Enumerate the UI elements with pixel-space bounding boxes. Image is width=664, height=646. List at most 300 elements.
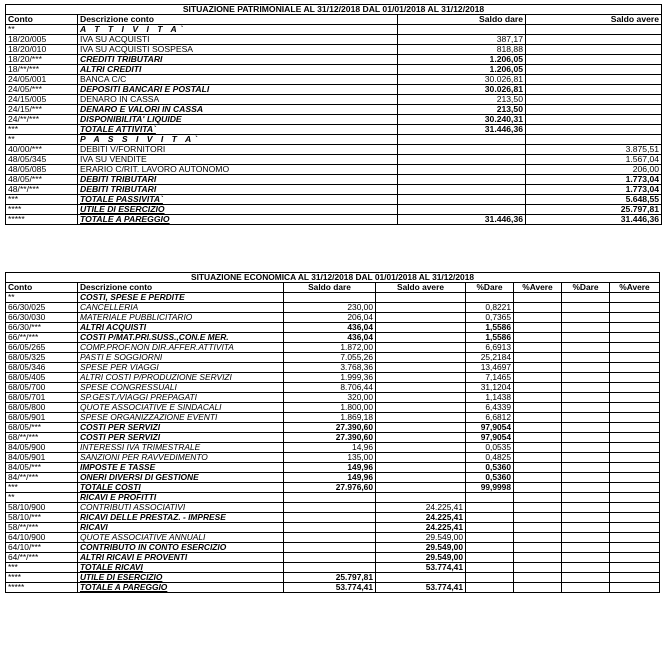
- saldo-avere-cell: 53.774,41: [376, 563, 466, 573]
- descrizione-cell: PASTI E SOGGIORNI: [78, 353, 284, 363]
- conto-cell: **: [6, 135, 78, 145]
- pct-dare-cell: 0,7365: [466, 313, 514, 323]
- table-row: [6, 343, 660, 353]
- saldo-avere-cell: 24.225,41: [376, 503, 466, 513]
- saldo-dare-cell: 1.206,05: [398, 65, 526, 75]
- pct-dare-cell: 97,9054: [466, 423, 514, 433]
- pct-dare-2-cell: [562, 453, 610, 463]
- saldo-dare-cell: [284, 513, 376, 523]
- header-row: [6, 283, 660, 293]
- table-row: [6, 45, 662, 55]
- conto-cell: 84/05/901: [6, 453, 78, 463]
- saldo-dare-cell: 53.774,41: [284, 583, 376, 593]
- descrizione-cell: IVA SU VENDITE: [78, 155, 398, 165]
- pct-avere-2-cell: [610, 543, 660, 553]
- table-row: [6, 443, 660, 453]
- table-row: [6, 303, 660, 313]
- pct-dare-cell: 0,4825: [466, 453, 514, 463]
- table-row: [6, 533, 660, 543]
- pct-avere-cell: [514, 563, 562, 573]
- pct-dare-cell: 6,4339: [466, 403, 514, 413]
- descrizione-cell: SPESE PER VIAGGI: [78, 363, 284, 373]
- pct-dare-cell: 99,9998: [466, 483, 514, 493]
- saldo-avere-cell: [526, 35, 662, 45]
- pct-avere-cell: [514, 493, 562, 503]
- pct-avere-cell: [514, 533, 562, 543]
- pct-dare-2-cell: [562, 363, 610, 373]
- descrizione-cell: ALTRI CREDITI: [78, 65, 398, 75]
- saldo-dare-cell: [398, 25, 526, 35]
- saldo-avere-cell: [376, 443, 466, 453]
- conto-cell: 40/00/***: [6, 145, 78, 155]
- descrizione-cell: SANZIONI PER RAVVEDIMENTO: [78, 453, 284, 463]
- descrizione-cell: RICAVI E PROFITTI: [78, 493, 284, 503]
- descrizione-cell: ALTRI RICAVI E PROVENTI: [78, 553, 284, 563]
- descrizione-cell: QUOTE ASSOCIATIVE ANNUALI: [78, 533, 284, 543]
- saldo-dare-cell: 25.797,81: [284, 573, 376, 583]
- descrizione-cell: QUOTE ASSOCIATIVE E SINDACALI: [78, 403, 284, 413]
- descrizione-cell: P A S S I V I T A`: [78, 135, 398, 145]
- col-header-descrizione: Descrizione conto: [78, 283, 284, 293]
- conto-cell: 48/**/***: [6, 185, 78, 195]
- pct-dare-2-cell: [562, 483, 610, 493]
- descrizione-cell: TOTALE COSTI: [78, 483, 284, 493]
- pct-dare-2-cell: [562, 553, 610, 563]
- pct-dare-cell: [466, 553, 514, 563]
- saldo-dare-cell: [398, 155, 526, 165]
- table-row: [6, 293, 660, 303]
- pct-dare-cell: 7,1465: [466, 373, 514, 383]
- descrizione-cell: CONTRIBUTI ASSOCIATIVI: [78, 503, 284, 513]
- saldo-avere-cell: 25.797,81: [526, 205, 662, 215]
- conto-cell: 64/10/***: [6, 543, 78, 553]
- conto-cell: **: [6, 493, 78, 503]
- conto-cell: 58/10/***: [6, 513, 78, 523]
- saldo-avere-cell: 29.549,00: [376, 533, 466, 543]
- saldo-dare-cell: [398, 165, 526, 175]
- saldo-avere-cell: [376, 573, 466, 583]
- pct-avere-2-cell: [610, 373, 660, 383]
- pct-avere-2-cell: [610, 383, 660, 393]
- pct-avere-2-cell: [610, 363, 660, 373]
- stato-patrimoniale-table: [5, 4, 662, 225]
- saldo-avere-cell: [526, 65, 662, 75]
- saldo-dare-cell: 436,04: [284, 333, 376, 343]
- descrizione-cell: COSTI P/MAT.PRI.SUSS.,CON.E MER.: [78, 333, 284, 343]
- pct-avere-2-cell: [610, 443, 660, 453]
- descrizione-cell: MATERIALE PUBBLICITARIO: [78, 313, 284, 323]
- table-title: SITUAZIONE PATRIMONIALE AL 31/12/2018 DAL 01/01/2018 AL 31/12/2018: [6, 5, 662, 15]
- descrizione-cell: TOTALE RICAVI: [78, 563, 284, 573]
- pct-avere-2-cell: [610, 343, 660, 353]
- conto-cell: 68/05/325: [6, 353, 78, 363]
- pct-avere-cell: [514, 553, 562, 563]
- pct-avere-2-cell: [610, 393, 660, 403]
- saldo-avere-cell: [376, 333, 466, 343]
- pct-avere-2-cell: [610, 503, 660, 513]
- table-row: [6, 333, 660, 343]
- descrizione-cell: TOTALE ATTIVITA`: [78, 125, 398, 135]
- saldo-dare-cell: 206,04: [284, 313, 376, 323]
- saldo-dare-cell: 230,00: [284, 303, 376, 313]
- pct-avere-cell: [514, 323, 562, 333]
- pct-dare-cell: 0,5360: [466, 473, 514, 483]
- saldo-dare-cell: 7.055,26: [284, 353, 376, 363]
- table-row: [6, 25, 662, 35]
- pct-dare-cell: 31,1204: [466, 383, 514, 393]
- pct-dare-cell: 1,5586: [466, 323, 514, 333]
- pct-avere-2-cell: [610, 453, 660, 463]
- descrizione-cell: DISPONIBILITA' LIQUIDE: [78, 115, 398, 125]
- conto-cell: 58/**/***: [6, 523, 78, 533]
- saldo-dare-cell: 1.999,36: [284, 373, 376, 383]
- col-header-conto: Conto: [6, 15, 78, 25]
- pct-dare-cell: [466, 523, 514, 533]
- saldo-avere-cell: [376, 493, 466, 503]
- pct-avere-2-cell: [610, 403, 660, 413]
- saldo-avere-cell: 53.774,41: [376, 583, 466, 593]
- col-header-saldo-dare: Saldo dare: [284, 283, 376, 293]
- descrizione-cell: IVA SU ACQUISTI SOSPESA: [78, 45, 398, 55]
- table-row: [6, 493, 660, 503]
- saldo-dare-cell: [398, 185, 526, 195]
- table-row: [6, 85, 662, 95]
- descrizione-cell: UTILE DI ESERCIZIO: [78, 205, 398, 215]
- saldo-avere-cell: 5.648,55: [526, 195, 662, 205]
- pct-avere-2-cell: [610, 583, 660, 593]
- table-row: [6, 453, 660, 463]
- pct-avere-2-cell: [610, 553, 660, 563]
- descrizione-cell: CANCELLERIA: [78, 303, 284, 313]
- conto-cell: 58/10/900: [6, 503, 78, 513]
- saldo-dare-cell: [284, 523, 376, 533]
- table-row: [6, 165, 662, 175]
- pct-dare-2-cell: [562, 463, 610, 473]
- pct-avere-cell: [514, 413, 562, 423]
- descrizione-cell: TOTALE A PAREGGIO: [78, 583, 284, 593]
- pct-dare-2-cell: [562, 523, 610, 533]
- pct-dare-2-cell: [562, 413, 610, 423]
- saldo-avere-cell: [526, 25, 662, 35]
- conto-cell: ***: [6, 483, 78, 493]
- descrizione-cell: IVA SU ACQUISTI: [78, 35, 398, 45]
- pct-avere-cell: [514, 423, 562, 433]
- pct-avere-cell: [514, 333, 562, 343]
- pct-dare-2-cell: [562, 323, 610, 333]
- conto-cell: 68/05/700: [6, 383, 78, 393]
- saldo-dare-cell: 320,00: [284, 393, 376, 403]
- saldo-avere-cell: 29.549,00: [376, 553, 466, 563]
- pct-dare-2-cell: [562, 563, 610, 573]
- saldo-avere-cell: [376, 423, 466, 433]
- header-row: [6, 15, 662, 25]
- conto-cell: ****: [6, 573, 78, 583]
- saldo-avere-cell: 24.225,41: [376, 513, 466, 523]
- saldo-avere-cell: 29.549,00: [376, 543, 466, 553]
- saldo-avere-cell: [376, 403, 466, 413]
- saldo-dare-cell: [284, 293, 376, 303]
- saldo-avere-cell: [526, 105, 662, 115]
- pct-dare-2-cell: [562, 403, 610, 413]
- descrizione-cell: DEBITI TRIBUTARI: [78, 175, 398, 185]
- table-row: [6, 115, 662, 125]
- pct-dare-2-cell: [562, 393, 610, 403]
- saldo-avere-cell: [376, 313, 466, 323]
- conto-cell: 68/05/800: [6, 403, 78, 413]
- conto-cell: 68/05/346: [6, 363, 78, 373]
- pct-avere-2-cell: [610, 473, 660, 483]
- saldo-dare-cell: 31.446,36: [398, 125, 526, 135]
- conto-cell: 66/**/***: [6, 333, 78, 343]
- pct-avere-cell: [514, 373, 562, 383]
- saldo-dare-cell: [284, 553, 376, 563]
- table-row: [6, 373, 660, 383]
- saldo-dare-cell: [284, 543, 376, 553]
- descrizione-cell: SPESE ORGANIZZAZIONE EVENTI: [78, 413, 284, 423]
- conto-cell: 48/05/***: [6, 175, 78, 185]
- table-row: [6, 135, 662, 145]
- conto-cell: ***: [6, 563, 78, 573]
- saldo-dare-cell: [398, 135, 526, 145]
- saldo-avere-cell: 1.773,04: [526, 185, 662, 195]
- pct-dare-2-cell: [562, 343, 610, 353]
- conto-cell: 24/**/***: [6, 115, 78, 125]
- descrizione-cell: ALTRI COSTI P/PRODUZIONE SERVIZI: [78, 373, 284, 383]
- descrizione-cell: COSTI PER SERVIZI: [78, 423, 284, 433]
- pct-dare-cell: [466, 493, 514, 503]
- conto-cell: 84/05/900: [6, 443, 78, 453]
- saldo-dare-cell: 213,50: [398, 105, 526, 115]
- pct-dare-2-cell: [562, 583, 610, 593]
- pct-avere-cell: [514, 503, 562, 513]
- pct-dare-2-cell: [562, 383, 610, 393]
- conto-cell: ***: [6, 195, 78, 205]
- saldo-dare-cell: 436,04: [284, 323, 376, 333]
- pct-avere-cell: [514, 513, 562, 523]
- pct-dare-2-cell: [562, 313, 610, 323]
- pct-avere-cell: [514, 363, 562, 373]
- pct-avere-cell: [514, 523, 562, 533]
- table-row: [6, 35, 662, 45]
- pct-dare-2-cell: [562, 543, 610, 553]
- saldo-dare-cell: 149,96: [284, 473, 376, 483]
- pct-avere-2-cell: [610, 513, 660, 523]
- descrizione-cell: BANCA C/C: [78, 75, 398, 85]
- table-row: [6, 463, 660, 473]
- saldo-dare-cell: 3.768,36: [284, 363, 376, 373]
- table-row: [6, 513, 660, 523]
- descrizione-cell: TOTALE PASSIVITA`: [78, 195, 398, 205]
- saldo-dare-cell: 14,96: [284, 443, 376, 453]
- conto-cell: 84/05/***: [6, 463, 78, 473]
- descrizione-cell: DENARO IN CASSA: [78, 95, 398, 105]
- saldo-dare-cell: [398, 195, 526, 205]
- descrizione-cell: SP.GEST./VIAGGI PREPAGATI: [78, 393, 284, 403]
- saldo-dare-cell: 1.206,05: [398, 55, 526, 65]
- pct-dare-cell: [466, 573, 514, 583]
- saldo-dare-cell: 818,88: [398, 45, 526, 55]
- conto-cell: 66/05/265: [6, 343, 78, 353]
- pct-dare-cell: [466, 533, 514, 543]
- pct-avere-2-cell: [610, 323, 660, 333]
- pct-dare-cell: 25,2184: [466, 353, 514, 363]
- saldo-dare-cell: [284, 493, 376, 503]
- table-row: [6, 125, 662, 135]
- pct-dare-2-cell: [562, 533, 610, 543]
- conto-economico-table: [5, 272, 660, 593]
- saldo-avere-cell: [526, 75, 662, 85]
- descrizione-cell: COSTI PER SERVIZI: [78, 433, 284, 443]
- saldo-avere-cell: 206,00: [526, 165, 662, 175]
- col-header-descrizione: Descrizione conto: [78, 15, 398, 25]
- pct-dare-cell: [466, 513, 514, 523]
- table-row: [6, 393, 660, 403]
- pct-dare-2-cell: [562, 433, 610, 443]
- saldo-avere-cell: [526, 95, 662, 105]
- saldo-avere-cell: [376, 483, 466, 493]
- pct-avere-2-cell: [610, 483, 660, 493]
- conto-cell: 24/15/005: [6, 95, 78, 105]
- pct-dare-2-cell: [562, 473, 610, 483]
- pct-dare-2-cell: [562, 303, 610, 313]
- pct-avere-cell: [514, 453, 562, 463]
- pct-avere-2-cell: [610, 333, 660, 343]
- table-row: [6, 95, 662, 105]
- conto-cell: 24/05/***: [6, 85, 78, 95]
- descrizione-cell: SPESE CONGRESSUALI: [78, 383, 284, 393]
- pct-dare-2-cell: [562, 373, 610, 383]
- pct-dare-cell: 6,6913: [466, 343, 514, 353]
- conto-cell: **: [6, 25, 78, 35]
- saldo-avere-cell: 24.225,41: [376, 523, 466, 533]
- pct-dare-cell: [466, 563, 514, 573]
- saldo-avere-cell: [376, 433, 466, 443]
- pct-dare-cell: 0,0535: [466, 443, 514, 453]
- saldo-dare-cell: 31.446,36: [398, 215, 526, 225]
- conto-cell: 68/05/701: [6, 393, 78, 403]
- saldo-dare-cell: 8.706,44: [284, 383, 376, 393]
- pct-dare-2-cell: [562, 443, 610, 453]
- saldo-dare-cell: 27.390,60: [284, 433, 376, 443]
- table-row: [6, 195, 662, 205]
- descrizione-cell: COSTI, SPESE E PERDITE: [78, 293, 284, 303]
- descrizione-cell: IMPOSTE E TASSE: [78, 463, 284, 473]
- table-row: [6, 473, 660, 483]
- pct-avere-cell: [514, 353, 562, 363]
- saldo-dare-cell: 213,50: [398, 95, 526, 105]
- conto-cell: 18/20/010: [6, 45, 78, 55]
- pct-dare-cell: 97,9054: [466, 433, 514, 443]
- conto-cell: 64/**/***: [6, 553, 78, 563]
- pct-dare-2-cell: [562, 513, 610, 523]
- table-row: [6, 105, 662, 115]
- table-row: [6, 205, 662, 215]
- pct-avere-cell: [514, 543, 562, 553]
- table-row: [6, 323, 660, 333]
- col-header-saldo-dare: Saldo dare: [398, 15, 526, 25]
- descrizione-cell: RICAVI: [78, 523, 284, 533]
- title-row: [6, 273, 660, 283]
- conto-cell: 24/05/001: [6, 75, 78, 85]
- col-header-saldo-avere: Saldo avere: [526, 15, 662, 25]
- pct-dare-cell: 0,8221: [466, 303, 514, 313]
- pct-avere-cell: [514, 383, 562, 393]
- conto-cell: 66/30/030: [6, 313, 78, 323]
- pct-avere-cell: [514, 343, 562, 353]
- pct-dare-cell: [466, 543, 514, 553]
- col-header-pct-avere-2: %Avere: [610, 283, 660, 293]
- conto-cell: 68/05/***: [6, 423, 78, 433]
- pct-avere-cell: [514, 583, 562, 593]
- descrizione-cell: A T T I V I T A`: [78, 25, 398, 35]
- pct-dare-2-cell: [562, 353, 610, 363]
- pct-avere-2-cell: [610, 293, 660, 303]
- saldo-dare-cell: [284, 533, 376, 543]
- saldo-avere-cell: 1.567,04: [526, 155, 662, 165]
- saldo-dare-cell: 1.869,18: [284, 413, 376, 423]
- saldo-dare-cell: [398, 205, 526, 215]
- pct-avere-2-cell: [610, 463, 660, 473]
- conto-cell: 48/05/345: [6, 155, 78, 165]
- table-row: [6, 353, 660, 363]
- descrizione-cell: UTILE DI ESERCIZIO: [78, 573, 284, 583]
- saldo-avere-cell: [376, 353, 466, 363]
- pct-avere-2-cell: [610, 573, 660, 583]
- pct-dare-cell: [466, 293, 514, 303]
- table-row: [6, 313, 660, 323]
- pct-avere-cell: [514, 313, 562, 323]
- pct-avere-cell: [514, 303, 562, 313]
- pct-dare-2-cell: [562, 493, 610, 503]
- conto-cell: 64/10/900: [6, 533, 78, 543]
- saldo-avere-cell: [376, 293, 466, 303]
- conto-cell: *****: [6, 215, 78, 225]
- pct-avere-cell: [514, 473, 562, 483]
- table-row: [6, 155, 662, 165]
- pct-dare-2-cell: [562, 503, 610, 513]
- table-row: [6, 413, 660, 423]
- saldo-dare-cell: 1.800,00: [284, 403, 376, 413]
- pct-dare-cell: 13,4697: [466, 363, 514, 373]
- table-row: [6, 503, 660, 513]
- saldo-dare-cell: 30.026,81: [398, 75, 526, 85]
- pct-dare-cell: 0,5360: [466, 463, 514, 473]
- table-title: SITUAZIONE ECONOMICA AL 31/12/2018 DAL 01/01/2018 AL 31/12/2018: [6, 273, 660, 283]
- table-row: [6, 145, 662, 155]
- conto-cell: 68/05/901: [6, 413, 78, 423]
- conto-cell: 66/30/***: [6, 323, 78, 333]
- table-row: [6, 523, 660, 533]
- saldo-avere-cell: [526, 125, 662, 135]
- saldo-dare-cell: 27.390,60: [284, 423, 376, 433]
- col-header-saldo-avere: Saldo avere: [376, 283, 466, 293]
- saldo-avere-cell: [376, 373, 466, 383]
- table-row: [6, 563, 660, 573]
- saldo-avere-cell: [376, 473, 466, 483]
- descrizione-cell: CREDITI TRIBUTARI: [78, 55, 398, 65]
- descrizione-cell: CONTRIBUTO IN CONTO ESERCIZIO: [78, 543, 284, 553]
- descrizione-cell: DENARO E VALORI IN CASSA: [78, 105, 398, 115]
- table-row: [6, 175, 662, 185]
- pct-avere-2-cell: [610, 313, 660, 323]
- descrizione-cell: ONERI DIVERSI DI GESTIONE: [78, 473, 284, 483]
- saldo-avere-cell: [376, 343, 466, 353]
- saldo-avere-cell: [526, 115, 662, 125]
- table-row: [6, 185, 662, 195]
- descrizione-cell: RICAVI DELLE PRESTAZ. - IMPRESE: [78, 513, 284, 523]
- pct-avere-2-cell: [610, 353, 660, 363]
- saldo-dare-cell: 30.026,81: [398, 85, 526, 95]
